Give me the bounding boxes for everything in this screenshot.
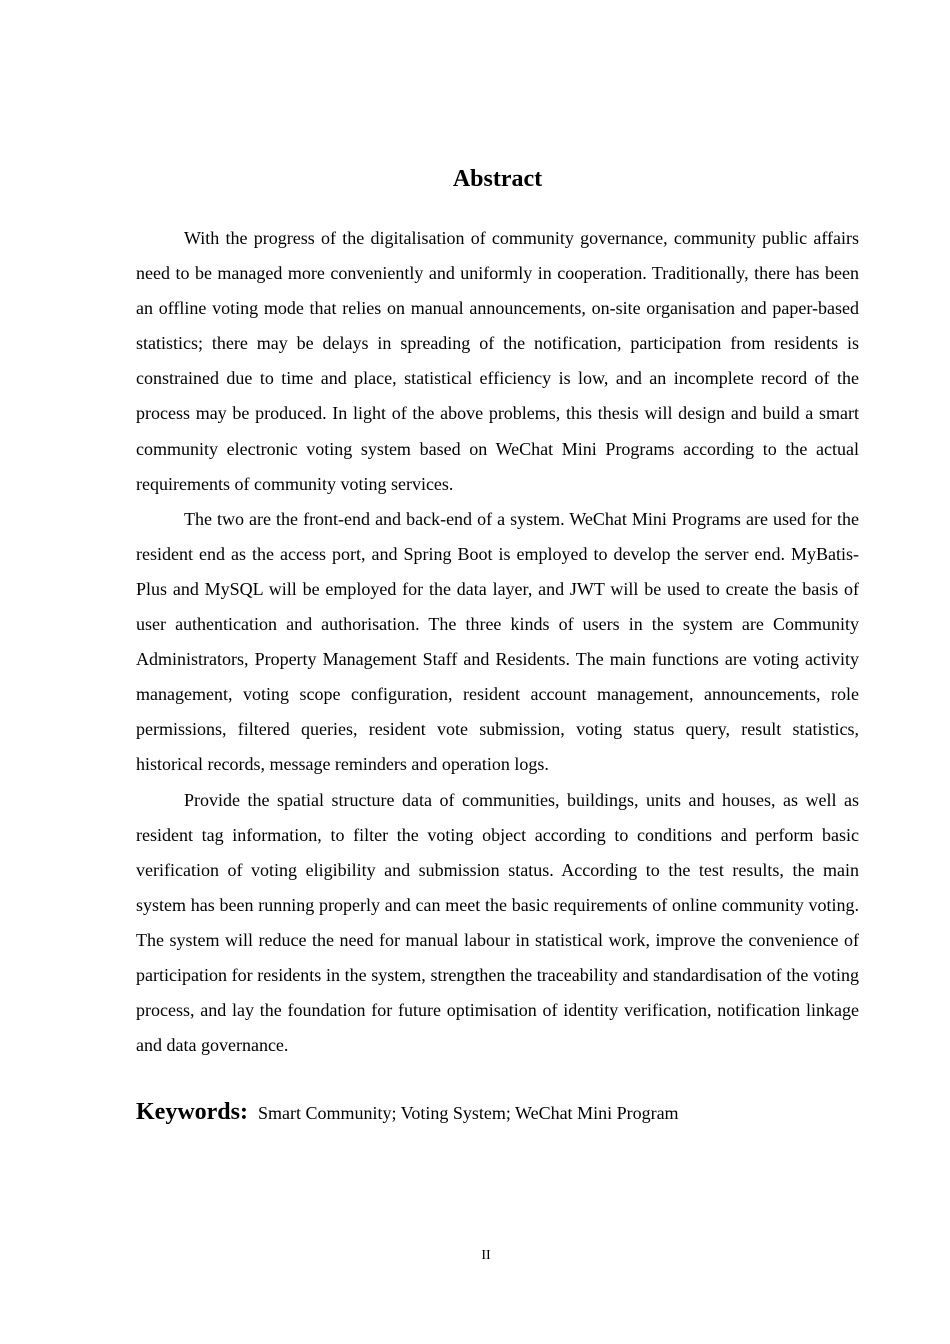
keywords-text: Smart Community; Voting System; WeChat Mini Program [257,1103,679,1123]
abstract-body [136,221,859,1063]
abstract-paragraph-3: Provide the spatial structure data of communities, buildings, units and houses, as well as resident tag information, to filter the voting object according to conditions and perform basic verification of voting eligibility and submission status. According to the test results, the main system has been running properly and can meet the basic requirements of online community voting. The system will reduce the need for manual labour in statistical work, improve the convenience of participation for residents in the system, strengthen the traceability and standardisation of the voting process, and lay the foundation for future optimisation of identity verification, notification linkage and data governance. [136,789,859,1056]
abstract-paragraph-1: With the progress of the digitalisation of community governance, community public affairs need to be managed more conveniently and uniformly in cooperation. Traditionally, there has been an offline voting mode that relies on manual announcements, on-site organisation and paper-based statistics; there may be delays in spreading of the notification, participation from residents is constrained due to time and place, statistical efficiency is low, and an incomplete record of the process may be produced. In light of the above problems, this thesis will design and build a smart community electronic voting system based on WeChat Mini Programs according to the actual requirements of community voting services. [136,228,859,494]
page-number: II [481,1248,491,1263]
keywords-line [136,1099,859,1126]
abstract-paragraph-2: The two are the front-end and back-end of a system. WeChat Mini Programs are used for the resident end as the access port, and Spring Boot is employed to develop the server end. MyBatis-Plus and MySQL will be employed for the data layer, and JWT will be used to create the basis of user authentication and authorisation. The three kinds of users in the system are Community Administrators, Property Management Staff and Residents. The main functions are voting activity management, voting scope configuration, resident account management, announcements, role permissions, filtered queries, resident vote submission, voting status query, result statistics, historical records, message reminders and operation logs. [136,508,859,775]
abstract-title: Abstract [452,166,543,192]
keywords-label: Keywords: [136,1099,248,1125]
